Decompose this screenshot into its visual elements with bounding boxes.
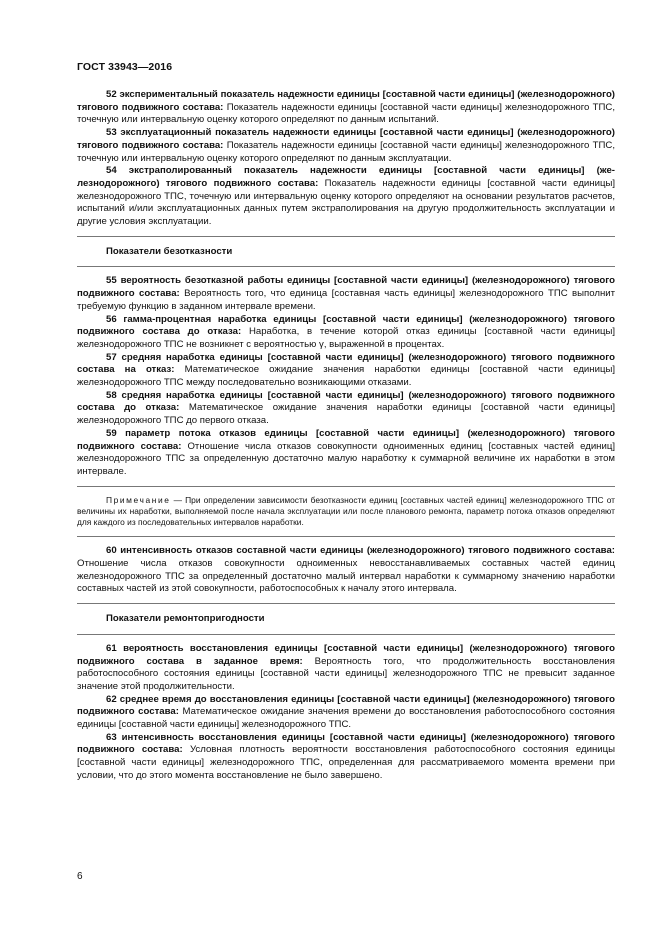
page-number: 6	[77, 871, 83, 882]
section-divider	[77, 236, 615, 237]
term-58-name: 58 средняя наработка единицы [составной части единицы] (железнодорожного) тягового подвижного состава до отказа:	[77, 389, 615, 414]
document-header: ГОСТ 33943—2016	[77, 61, 173, 73]
section-divider	[77, 603, 615, 604]
term-55-name: 55 вероятность безотказной работы единицы [составной части единицы] (железнодорожного) тягового подвижного состава:	[77, 275, 615, 300]
term-53-definition: Показатель надежности единицы [составной части единицы] железнодорожного ТПС, точечную или интервальную оценку которого определяют по данным эксплуатации.	[77, 139, 616, 164]
term-63-name: 63 интенсивность восстановления единицы [составной части единицы] (железнодорожного) тягового подвижного состава:	[77, 731, 615, 756]
term-52-definition: Показатель надежности единицы [составной части единицы] железнодорожного ТПС, точечную или интервальную оценку которого определяют по данным испытаний.	[77, 101, 616, 126]
term-63	[77, 732, 615, 783]
section-heading-repairability: Показатели ремонтопригодности	[106, 613, 265, 625]
term-59-definition: Отношение числа отказов совокупности одноименных единиц [составных частей единиц] железнодорожного ТПС за определенную достаточно малую наработку к суммарной величине их наработки в этом интервале.	[77, 440, 615, 477]
term-57-name: 57 средняя наработка единицы [составной части единицы] (железнодорожного) тягового подвижного состава на отказ:	[77, 351, 615, 376]
term-58	[77, 390, 615, 428]
note	[77, 495, 615, 529]
section-heading-reliability: Показатели безотказности	[106, 245, 233, 257]
term-62	[77, 694, 615, 732]
term-56-definition: Наработка, в течение которой отказ единицы [составной части единицы] железнодорожного ТПС не возникнет с вероятностью γ, выраженной в процентах.	[77, 326, 616, 350]
term-61-definition: Вероятность того, что продолжительность восстановления работоспособного состояния единицы [составной части единицы] железнодорожного ТПС не превысит заданное значение этой продолжительности.	[77, 655, 615, 692]
term-58-definition: Математическое ожидание значения наработки единицы [составной части единицы] железнодорожного ТПС до первого отказа.	[77, 402, 615, 427]
note-dash: —	[170, 494, 186, 505]
section-divider	[77, 634, 615, 635]
term-53	[77, 127, 615, 165]
term-54	[77, 165, 615, 229]
term-56	[77, 314, 615, 352]
term-61	[77, 643, 615, 694]
document-body	[77, 89, 615, 783]
term-60	[77, 545, 615, 596]
note-label: Примечание	[106, 494, 171, 505]
term-54-name: 54 экстраполированный показатель надежности единицы [составной части единицы] (железнодорожного) тягового подвижного состава:	[77, 165, 615, 189]
term-53-name: 53 эксплуатационный показатель надежности единицы [составной части единицы] (железнодорожного) тягового подвижного состава:	[77, 127, 615, 151]
term-63-definition: Условная плотность вероятности восстановления работоспособного состояния единицы [составной части единицы] железнодорожного ТПС, определенная для рассматриваемого момента времени при условии, что до этого момента восстановление не было завершено.	[77, 744, 615, 781]
term-57	[77, 352, 615, 390]
term-56-name: 56 гамма-процентная наработка единицы [составной части единицы] (железнодорожного) тягового подвижного состава до отказа:	[77, 313, 615, 338]
note-text: При определении зависимости безотказности единиц [составных частей единиц] железнодорожного ТПС от величины их наработки, выполняемой после начала эксплуатации или после планового ремонта, параметр потока отказов определяют для каждого из последовательных интервалов наработки.	[77, 494, 616, 528]
term-62-definition: Математическое ожидание значения времени до восстановления работоспособного состояния единицы [составной части единицы] железнодорожного ТПС.	[77, 706, 615, 731]
term-52-name: 52 экспериментальный показатель надежности единицы [составной части единицы] (железнодорожного) тягового подвижного состава:	[77, 89, 615, 113]
note-divider	[77, 536, 615, 537]
term-62-name: 62 среднее время до восстановления единицы [составной части единицы] (железнодорожного) тягового подвижного состава:	[77, 693, 615, 718]
term-59-name: 59 параметр потока отказов единицы [составной части единицы] (железнодорожного) тягового подвижного состава:	[77, 427, 615, 452]
term-55-definition: Вероятность того, что единица [составная часть единицы] железнодорожного ТПС выполнит требуемую функцию в заданном интервале времени.	[77, 288, 615, 312]
note-divider	[77, 486, 615, 487]
term-55	[77, 275, 615, 313]
term-52	[77, 89, 615, 127]
term-60-definition: Отношение числа отказов совокупности одноименных невосстанавливаемых составных частей единиц железнодорожного ТПС за определенный достаточно малый интервал наработки к суммарному значению наработки составных частей из этой совокупности, работоспособных к началу этого интервала.	[77, 558, 615, 595]
term-54-definition: Показатель надежности единицы [составной части единицы] железнодорожного ТПС, точечную или интервальную оценку которого определяют на основании результатов расчетов, испытаний и/или эксплуатационных данных путем экстраполирования на другую продолжительность эксплуатации и другие условия эксплуатации.	[77, 177, 615, 228]
term-57-definition: Математическое ожидание значения наработки единицы [составной части единицы] железнодорожного ТПС между последовательно возникающими отказами.	[77, 364, 616, 389]
term-59	[77, 428, 615, 479]
term-61-name: 61 вероятность восстановления единицы [составной части единицы] (железнодорожного) тягового подвижного состава в заданное время:	[77, 642, 615, 667]
section-divider	[77, 266, 615, 267]
term-60-name: 60 интенсивность отказов составной части единицы (железнодорожного) тягового подвижного состава:	[106, 545, 615, 557]
